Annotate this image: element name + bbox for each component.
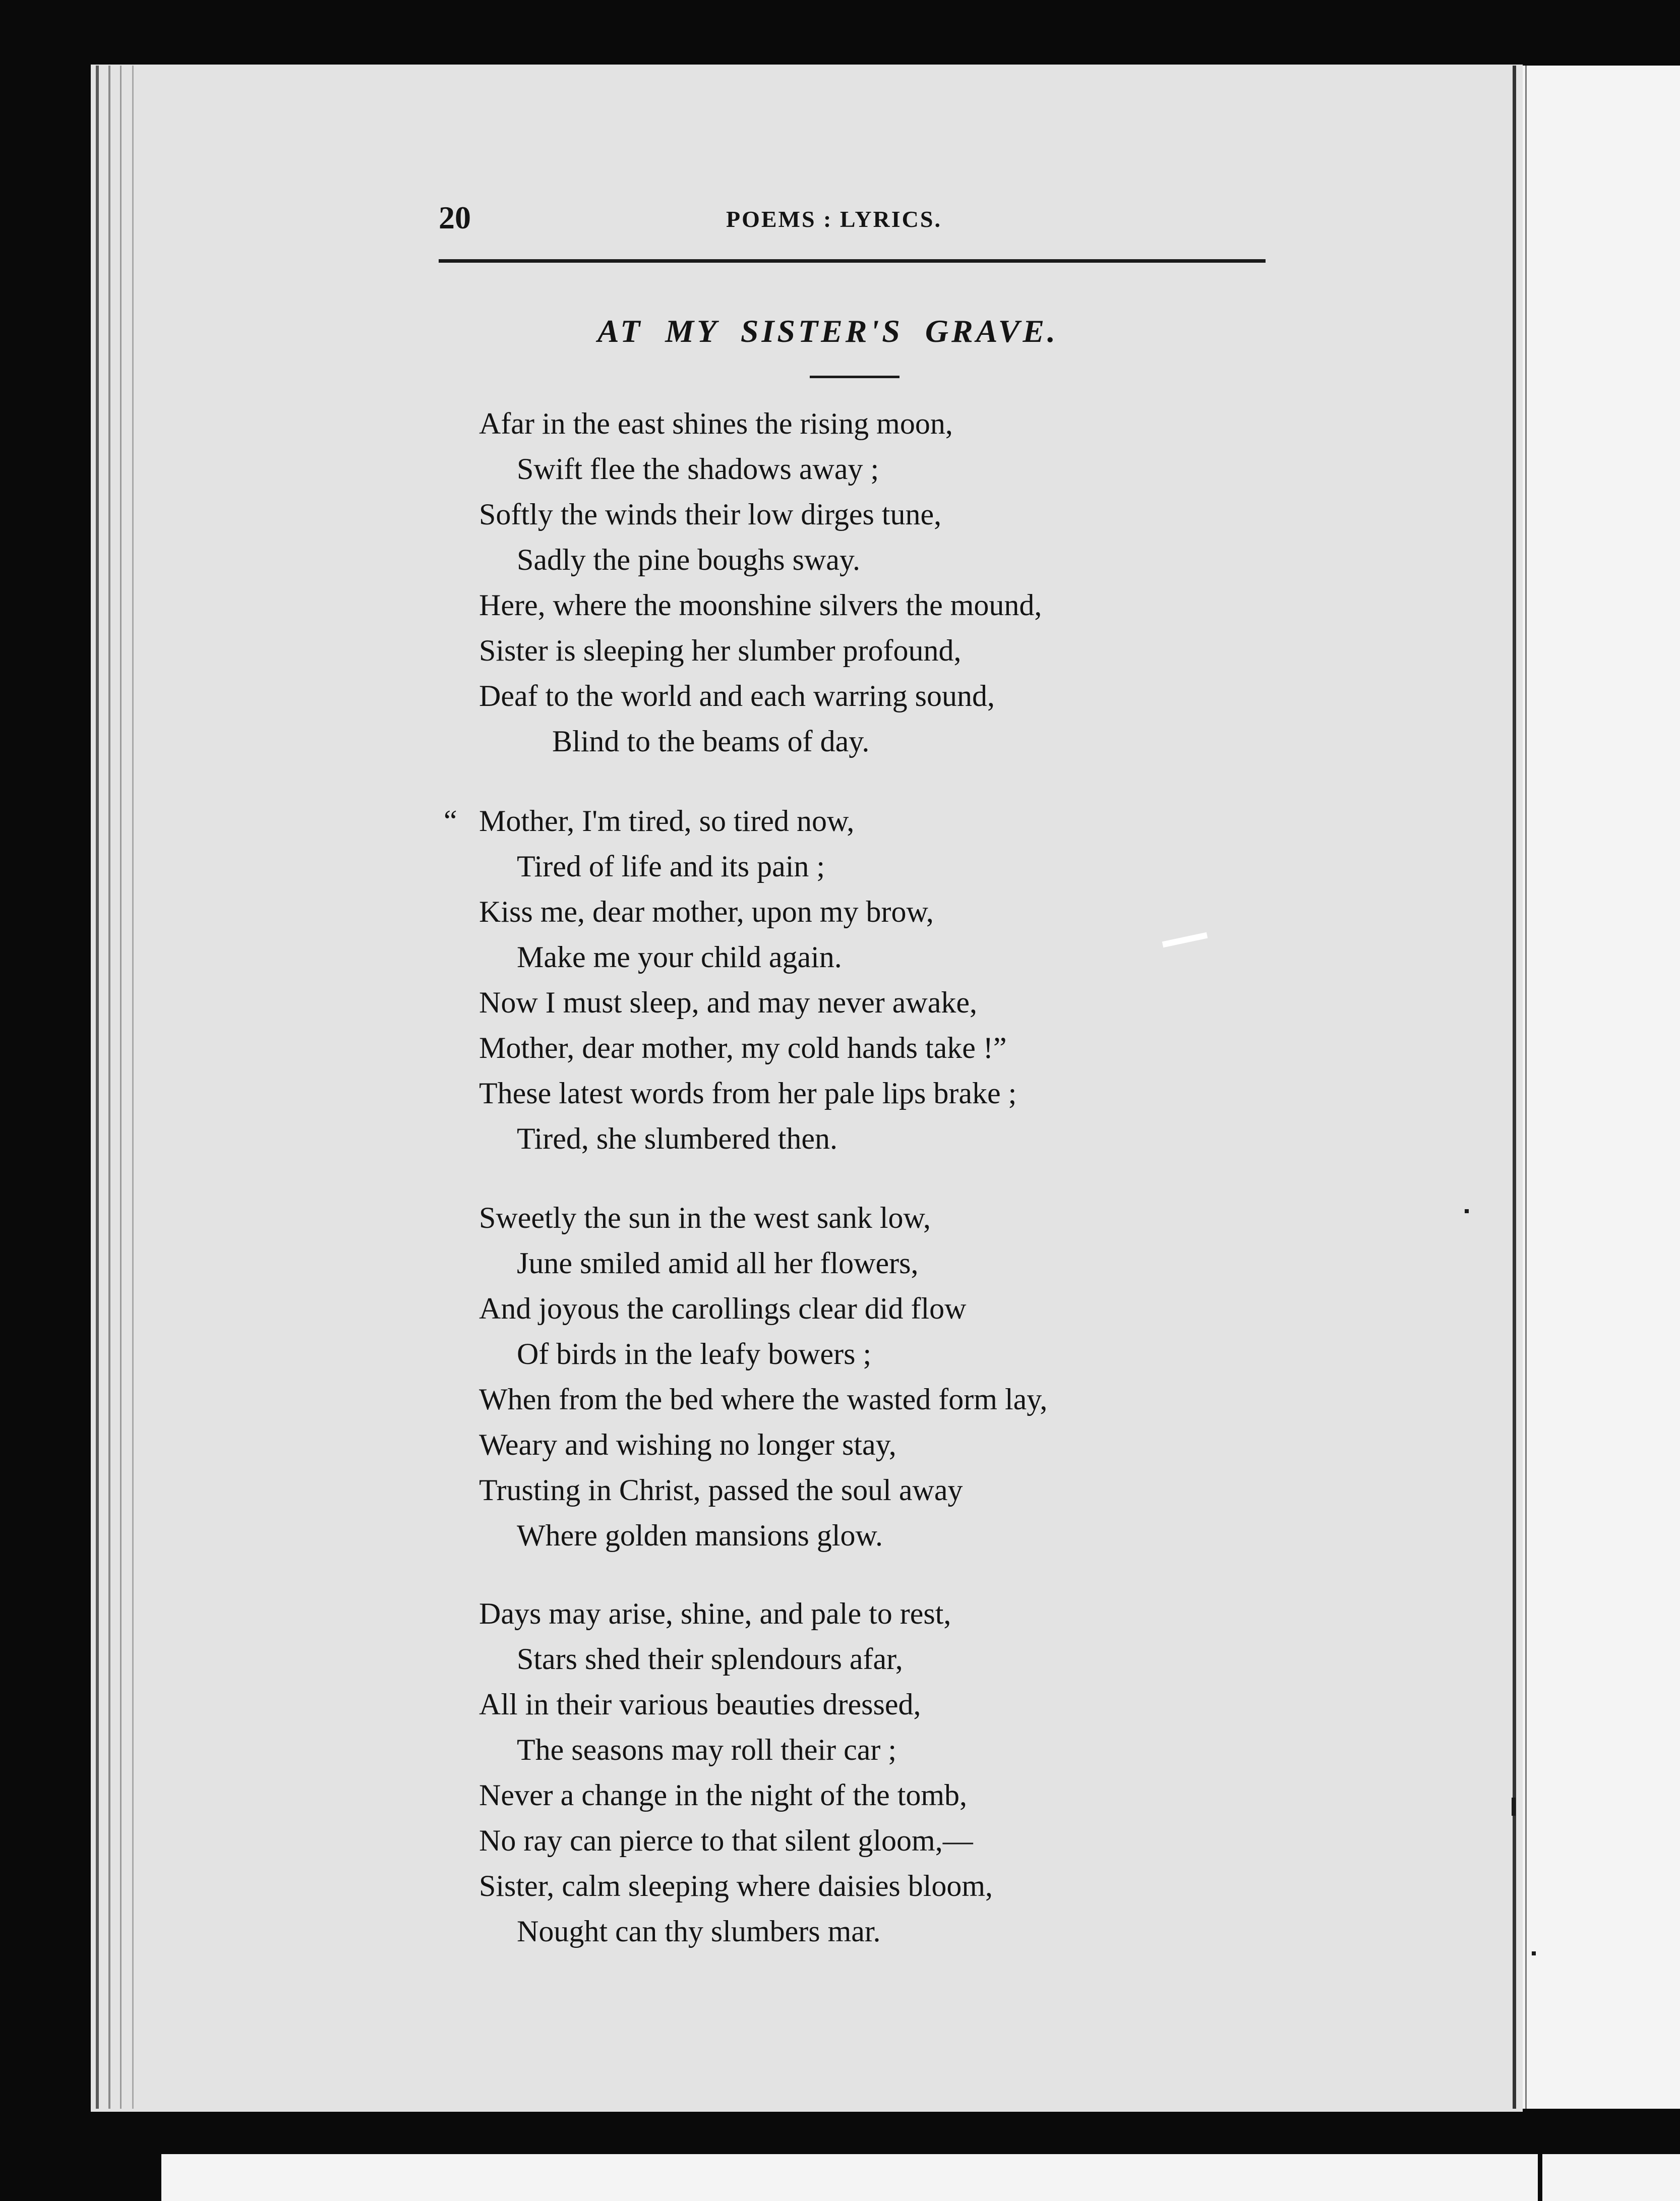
poem-title: AT MY SISTER'S GRAVE. <box>597 313 1059 349</box>
title-rule <box>810 376 899 378</box>
poem-line: Where golden mansions glow. <box>517 1519 883 1552</box>
poem-line: Trusting in Christ, passed the soul away <box>479 1473 963 1507</box>
poem-line: Sweetly the sun in the west sank low, <box>479 1201 931 1234</box>
poem-line: Tired of life and its pain ; <box>517 850 825 883</box>
poem-line: Nought can thy slumbers mar. <box>517 1915 881 1948</box>
poem-line: Mother, I'm tired, so tired now, <box>479 804 855 838</box>
poem-line: Sadly the pine boughs sway. <box>517 543 861 576</box>
poem-line: Stars shed their splendours afar, <box>517 1642 903 1676</box>
running-head: POEMS : LYRICS. <box>726 206 942 232</box>
poem-line: Deaf to the world and each warring sound, <box>479 679 995 712</box>
poem-line: Mother, dear mother, my cold hands take !” <box>479 1031 1007 1064</box>
page-number: 20 <box>439 200 471 235</box>
poem-line: Make me your child again. <box>517 940 842 974</box>
header-rule <box>439 259 1266 263</box>
poem-line: Now I must sleep, and may never awake, <box>479 986 978 1019</box>
poem-line: Softly the winds their low dirges tune, <box>479 498 942 531</box>
poem-line: Sister is sleeping her slumber profound, <box>479 634 962 667</box>
poem-line: Sister, calm sleeping where daisies bloom, <box>479 1869 993 1902</box>
poem-line: Tired, she slumbered then. <box>517 1122 838 1155</box>
poem-line: Of birds in the leafy bowers ; <box>517 1337 872 1371</box>
poem-line: Kiss me, dear mother, upon my brow, <box>479 895 934 928</box>
poem-line: Here, where the moonshine silvers the mound, <box>479 588 1042 622</box>
poem-line: Days may arise, shine, and pale to rest, <box>479 1597 951 1630</box>
poem-line: Weary and wishing no longer stay, <box>479 1428 896 1461</box>
poem-line: Blind to the beams of day. <box>552 725 870 758</box>
opening-quote-mark: “ <box>444 804 457 838</box>
poem-line: Never a change in the night of the tomb, <box>479 1778 968 1812</box>
poem-line: Swift flee the shadows away ; <box>517 452 879 486</box>
poem-line: All in their various beauties dressed, <box>479 1688 921 1721</box>
poem-line: These latest words from her pale lips brake ; <box>479 1077 1017 1110</box>
poem-line: June smiled amid all her flowers, <box>517 1246 919 1280</box>
poem-line: No ray can pierce to that silent gloom,— <box>479 1824 973 1857</box>
poem-line: And joyous the carollings clear did flow <box>479 1292 967 1325</box>
poem-line: The seasons may roll their car ; <box>517 1733 897 1766</box>
poem-line: Afar in the east shines the rising moon, <box>479 407 953 440</box>
poem-line: When from the bed where the wasted form lay, <box>479 1383 1048 1416</box>
